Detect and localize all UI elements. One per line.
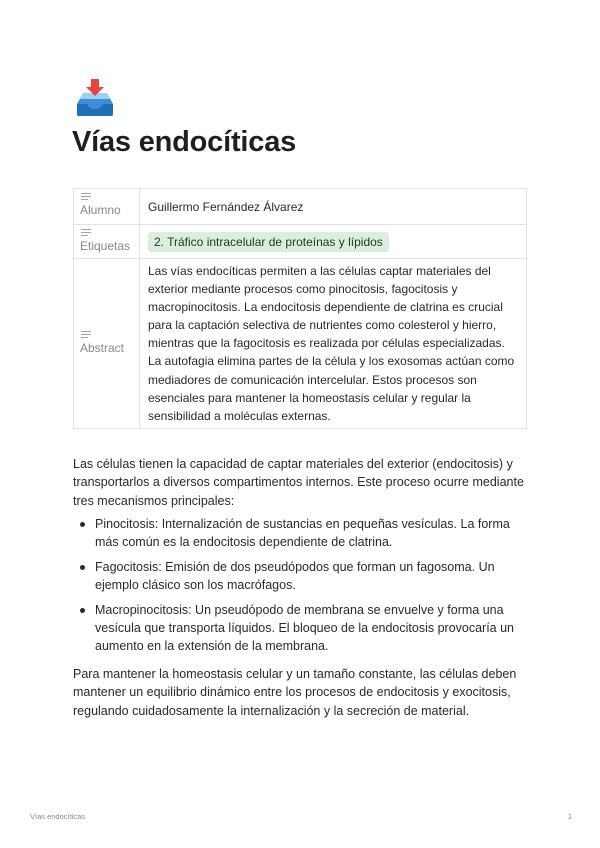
page-number: 1	[567, 812, 572, 821]
list-item	[73, 558, 529, 595]
property-row-abstract	[74, 259, 527, 429]
bullet-dot-icon	[80, 608, 85, 613]
property-label-alumno: Alumno	[80, 203, 121, 217]
footer-title: Vías endocíticas	[30, 812, 86, 821]
text-lines-icon	[81, 229, 91, 237]
bullet-dot-icon	[80, 565, 85, 570]
page-title: Vías endocíticas	[72, 126, 297, 158]
bullet-dot-icon	[80, 522, 85, 527]
property-value-alumno[interactable]: Guillermo Fernández Álvarez	[140, 189, 527, 225]
tag-badge[interactable]: 2. Tráfico intracelular de proteínas y lípidos	[148, 232, 389, 252]
properties-table	[73, 188, 527, 429]
property-label-etiquetas: Etiquetas	[80, 239, 131, 253]
inbox-tray-download-icon	[73, 78, 117, 118]
text-lines-icon	[81, 193, 91, 201]
property-value-abstract[interactable]: Las vías endocíticas permiten a las células captar materiales del exterior mediante procesos como pinocitosis, fagocitosis y macropinocitosis. La endocitosis dependiente de clatrina es crucial para la captación selectiva de nutrientes como colesterol y hierro, mientras que la fagocitosis es realizada por células especializadas. La autofagia elimina partes de la célula y los exosomas actúan como mediadores de comunicación intercelular. Estos procesos son esenciales para mantener la homeostasis celular y regular la sensibilidad a moléculas externas.	[140, 259, 527, 429]
list-item-text: Fagocitosis: Emisión de dos pseudópodos que forman un fagosoma. Un ejemplo clásico son los macrófagos.	[95, 559, 495, 593]
intro-paragraph: Las células tienen la capacidad de captar materiales del exterior (endocitosis) y transportarlos a diversos compartimentos internos. Este proceso ocurre mediante tres mecanismos principales:	[73, 457, 524, 508]
property-value-etiquetas[interactable]	[140, 225, 527, 259]
closing-paragraph: Para mantener la homeostasis celular y un tamaño constante, las células deben mantener un equilibrio dinámico entre los procesos de endocitosis y exocitosis, regulando cuidadosamente la internalización y la secreción de material.	[73, 667, 517, 718]
property-row-alumno	[74, 189, 527, 225]
property-key-abstract	[74, 259, 140, 429]
property-key-etiquetas	[74, 225, 140, 259]
list-item	[73, 601, 529, 656]
property-row-etiquetas	[74, 225, 527, 259]
mechanisms-list	[73, 515, 529, 662]
property-label-abstract: Abstract	[80, 341, 125, 356]
list-item-text: Macropinocitosis: Un pseudópodo de membrana se envuelve y forma una vesícula que transporta líquidos. El bloqueo de la endocitosis provocaría un aumento en la extensión de la membrana.	[95, 602, 515, 654]
text-lines-icon	[81, 331, 91, 339]
list-item-text: Pinocitosis: Internalización de sustancias en pequeñas vesículas. La forma más común es la endocitosis dependiente de clatrina.	[95, 517, 510, 550]
property-key-alumno	[74, 189, 140, 225]
list-item	[73, 515, 529, 552]
